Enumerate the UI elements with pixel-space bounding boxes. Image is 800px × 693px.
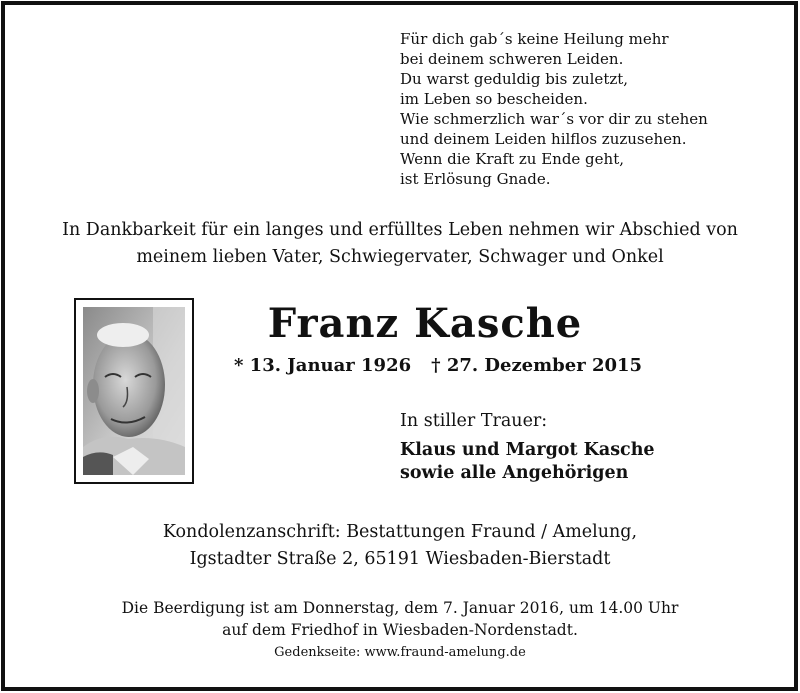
condolence-line: Kondolenzanschrift: Bestattungen Fraund / Amelung,: [162, 522, 638, 542]
poem-line: bei deinem schweren Leiden.: [400, 50, 624, 68]
memorial-website: Gedenkseite: www.fraund-amelung.de: [274, 645, 526, 660]
poem-line: ist Erlösung Gnade.: [400, 170, 551, 188]
funeral-line: Die Beerdigung ist am Donnerstag, dem 7. Januar 2016, um 14.00 Uhr: [121, 599, 679, 617]
death-date: † 27. Dezember 2015: [431, 355, 643, 376]
poem-line: im Leben so bescheiden.: [400, 90, 588, 108]
poem-line: Du warst geduldig bis zuletzt,: [400, 70, 629, 88]
poem: [400, 29, 708, 189]
mourner-name: sowie alle Angehörigen: [400, 463, 629, 483]
deceased-name: Franz Kasche: [267, 300, 583, 347]
intro-text: [0, 217, 800, 271]
mourners-block: [400, 410, 655, 485]
intro-line: In Dankbarkeit für ein langes und erfülltes Leben nehmen wir Abschied von: [62, 220, 738, 240]
birth-date: * 13. Januar 1926: [234, 355, 412, 376]
funeral-line: auf dem Friedhof in Wiesbaden-Nordenstadt.: [222, 621, 578, 639]
poem-line: und deinem Leiden hilflos zuzusehen.: [400, 130, 687, 148]
funeral-info: [0, 597, 800, 641]
poem-line: Für dich gab´s keine Heilung mehr: [400, 30, 669, 48]
poem-line: Wie schmerzlich war´s vor dir zu stehen: [400, 110, 708, 128]
condolence-address: [0, 519, 800, 573]
mourners-label: In stiller Trauer:: [400, 411, 548, 431]
poem-line: Wenn die Kraft zu Ende geht,: [400, 150, 624, 168]
intro-line: meinem lieben Vater, Schwiegervater, Schwager und Onkel: [136, 247, 664, 267]
life-dates: [234, 355, 642, 376]
condolence-line: Igstadter Straße 2, 65191 Wiesbaden-Bierstadt: [189, 549, 611, 569]
mourner-name: Klaus und Margot Kasche: [400, 440, 655, 460]
